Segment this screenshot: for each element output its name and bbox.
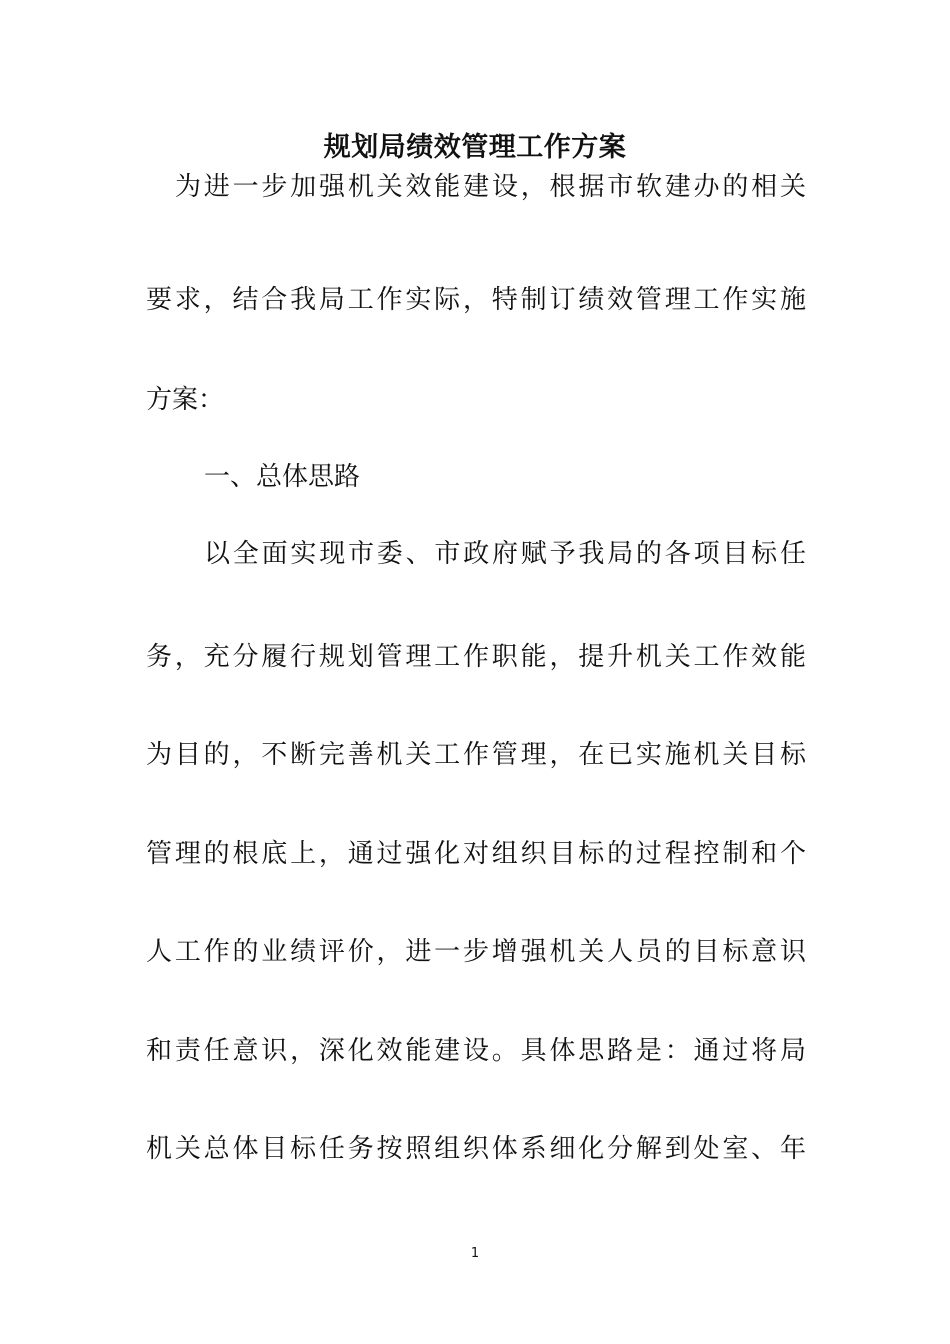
- paragraph-line: 方案：: [146, 385, 225, 415]
- paragraph-line: 务，充分履行规划管理工作职能，提升机关工作效能: [146, 642, 806, 672]
- paragraph-line: 和责任意识，深化效能建设。具体思路是：通过将局: [146, 1036, 806, 1066]
- page-number: 1: [470, 1246, 480, 1261]
- document-title: 规划局绩效管理工作方案: [323, 132, 627, 163]
- paragraph-line: 为进一步加强机关效能建设，根据市软建办的相关: [175, 172, 806, 202]
- paragraph-line: 以全面实现市委、市政府赋予我局的各项目标任: [204, 539, 806, 569]
- section-heading: 一、总体思路: [204, 462, 361, 492]
- paragraph-line: 要求，结合我局工作实际，特制订绩效管理工作实施: [146, 285, 806, 315]
- paragraph-line: 管理的根底上，通过强化对组织目标的过程控制和个: [146, 839, 806, 869]
- paragraph-line: 为目的，不断完善机关工作管理，在已实施机关目标: [146, 740, 806, 770]
- paragraph-line: 机关总体目标任务按照组织体系细化分解到处室、年: [146, 1134, 806, 1164]
- paragraph-line: 人工作的业绩评价，进一步增强机关人员的目标意识: [146, 937, 806, 967]
